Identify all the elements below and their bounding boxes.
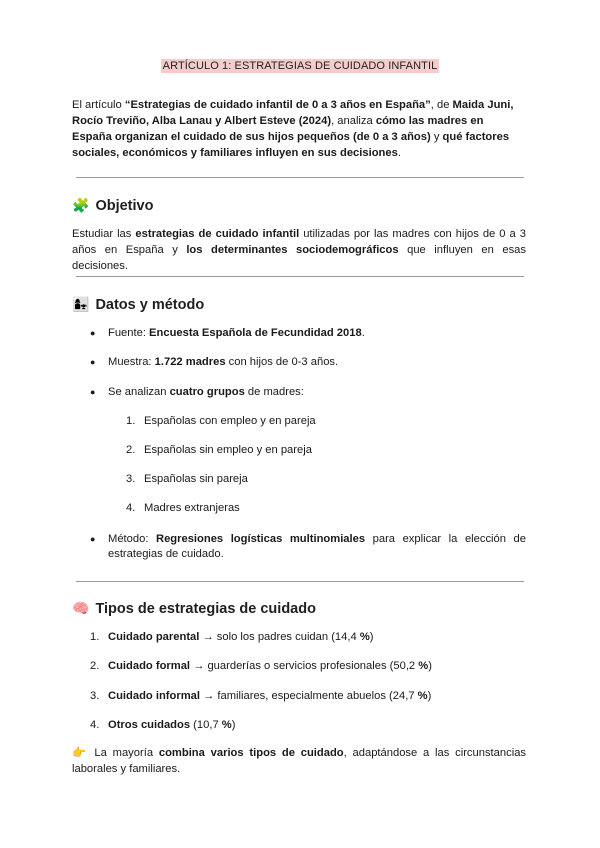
bullet-icon: ● bbox=[90, 387, 96, 397]
strategy-number: 3. bbox=[90, 690, 100, 702]
list-bold: Regresiones logísticas multinomiales bbox=[155, 533, 366, 545]
heading-text: Objetivo bbox=[95, 197, 154, 214]
list-bold: cuatro grupos bbox=[169, 386, 245, 398]
list-text: Fuente: bbox=[108, 327, 150, 339]
intro-text: , analiza bbox=[331, 115, 376, 127]
bullet-icon: ● bbox=[90, 328, 96, 338]
strategy-name: Cuidado informal bbox=[108, 690, 200, 702]
strategy-number: 2. bbox=[90, 660, 100, 672]
strategy-name: Cuidado formal bbox=[108, 660, 191, 672]
strategy-name: Otros cuidados bbox=[108, 719, 191, 731]
group-label: Españolas con empleo y en pareja bbox=[144, 415, 316, 427]
list-text: . bbox=[361, 327, 365, 339]
group-item bbox=[126, 414, 316, 429]
divider bbox=[76, 581, 524, 582]
strategy-number: 1. bbox=[90, 631, 100, 643]
section-heading-objetivo bbox=[72, 197, 153, 214]
strategy-pct: % bbox=[359, 631, 370, 643]
strategy-pct: % bbox=[417, 690, 428, 702]
group-label: Españolas sin empleo y en pareja bbox=[144, 444, 312, 456]
conclusion-text: , adaptándose a las circunstancias laborales y familiares. bbox=[72, 747, 527, 775]
group-number: 1. bbox=[126, 415, 136, 427]
list-item bbox=[90, 355, 526, 370]
heading-text: Datos y método bbox=[95, 296, 205, 313]
strategy-item bbox=[90, 659, 432, 674]
objetivo-text: que influyen en esas decisiones. bbox=[72, 244, 526, 272]
intro-factors: qué factores sociales, económicos y familiares influyen en sus decisiones bbox=[72, 131, 510, 159]
objetivo-bold: los determinantes sociodemográficos bbox=[186, 244, 399, 256]
conclusion-text: La mayoría bbox=[88, 747, 159, 759]
list-item bbox=[90, 532, 526, 562]
article-title: ARTÍCULO 1: ESTRATEGIAS DE CUIDADO INFANTIL bbox=[162, 60, 438, 72]
strategy-desc: ) bbox=[427, 690, 432, 702]
strategy-desc: (10,7 bbox=[190, 719, 222, 731]
divider bbox=[76, 276, 524, 277]
list-text: para explicar la elección de estrategias de cuidado. bbox=[108, 533, 526, 560]
puzzle-icon: 🧩 bbox=[72, 197, 90, 213]
conclusion-bold: combina varios tipos de cuidado bbox=[158, 747, 344, 759]
list-bold: Encuesta Española de Fecundidad 2018 bbox=[149, 327, 362, 339]
mother-child-icon: 👩‍👧 bbox=[72, 296, 90, 312]
group-number: 4. bbox=[126, 502, 136, 514]
list-text: con hijos de 0-3 años. bbox=[225, 356, 339, 368]
bullet-icon: ● bbox=[90, 357, 96, 367]
group-label: Españolas sin pareja bbox=[144, 473, 248, 485]
group-label: Madres extranjeras bbox=[144, 502, 240, 514]
list-text: Método: bbox=[108, 533, 156, 545]
objetivo-text: utilizadas por las madres con hijos de 0 a 3 años en España y bbox=[72, 228, 527, 256]
strategy-item bbox=[90, 689, 431, 704]
list-text: Se analizan bbox=[108, 386, 170, 398]
strategy-pct: % bbox=[418, 660, 429, 672]
list-bold: 1.722 madres bbox=[154, 356, 226, 368]
list-text: Muestra: bbox=[108, 356, 155, 368]
objetivo-text: Estudiar las bbox=[72, 228, 136, 240]
strategy-item bbox=[90, 718, 235, 733]
intro-text: . bbox=[397, 147, 401, 159]
title-wrap bbox=[0, 56, 600, 74]
intro-article-name: “Estrategias de cuidado infantil de 0 a 3 años en España” bbox=[124, 99, 431, 111]
group-number: 3. bbox=[126, 473, 136, 485]
bullet-icon: ● bbox=[90, 534, 96, 544]
strategy-pct: % bbox=[221, 719, 232, 731]
intro-focus: cómo las madres en España organizan el cuidado de sus hijos pequeños (de 0 a 3 años) bbox=[72, 115, 484, 143]
heading-text: Tipos de estrategias de cuidado bbox=[95, 600, 316, 617]
list-item bbox=[90, 326, 526, 341]
strategy-desc: ) bbox=[369, 631, 374, 643]
section-heading-datos bbox=[72, 296, 204, 313]
conclusion-paragraph bbox=[72, 745, 526, 777]
strategy-desc: ) bbox=[428, 660, 432, 672]
brain-icon: 🧠 bbox=[72, 600, 90, 616]
strategy-item bbox=[90, 630, 374, 645]
list-text: de madres: bbox=[244, 386, 304, 398]
intro-paragraph bbox=[72, 97, 526, 161]
pointing-hand-icon: 👉 bbox=[72, 747, 89, 759]
group-item bbox=[126, 501, 240, 516]
strategy-number: 4. bbox=[90, 719, 100, 731]
intro-text: y bbox=[430, 131, 443, 143]
strategy-name: Cuidado parental bbox=[108, 631, 200, 643]
strategy-desc: → guarderías o servicios profesionales (50,2 bbox=[190, 660, 419, 672]
group-number: 2. bbox=[126, 444, 136, 456]
strategy-desc: ) bbox=[231, 719, 236, 731]
list-item bbox=[90, 385, 526, 400]
strategy-desc: → familiares, especialmente abuelos (24,7 bbox=[200, 690, 418, 702]
section-heading-tipos bbox=[72, 600, 316, 617]
group-item bbox=[126, 472, 248, 487]
divider bbox=[76, 177, 524, 178]
intro-text: , de bbox=[430, 99, 453, 111]
intro-authors: Maida Juni, Rocío Treviño, Alba Lanau y Albert Esteve (2024) bbox=[72, 99, 514, 127]
group-item bbox=[126, 443, 312, 458]
objetivo-bold: estrategias de cuidado infantil bbox=[135, 228, 300, 240]
objetivo-paragraph bbox=[72, 226, 526, 274]
strategy-desc: → solo los padres cuidan (14,4 bbox=[199, 631, 360, 643]
intro-text: El artículo bbox=[72, 99, 125, 111]
